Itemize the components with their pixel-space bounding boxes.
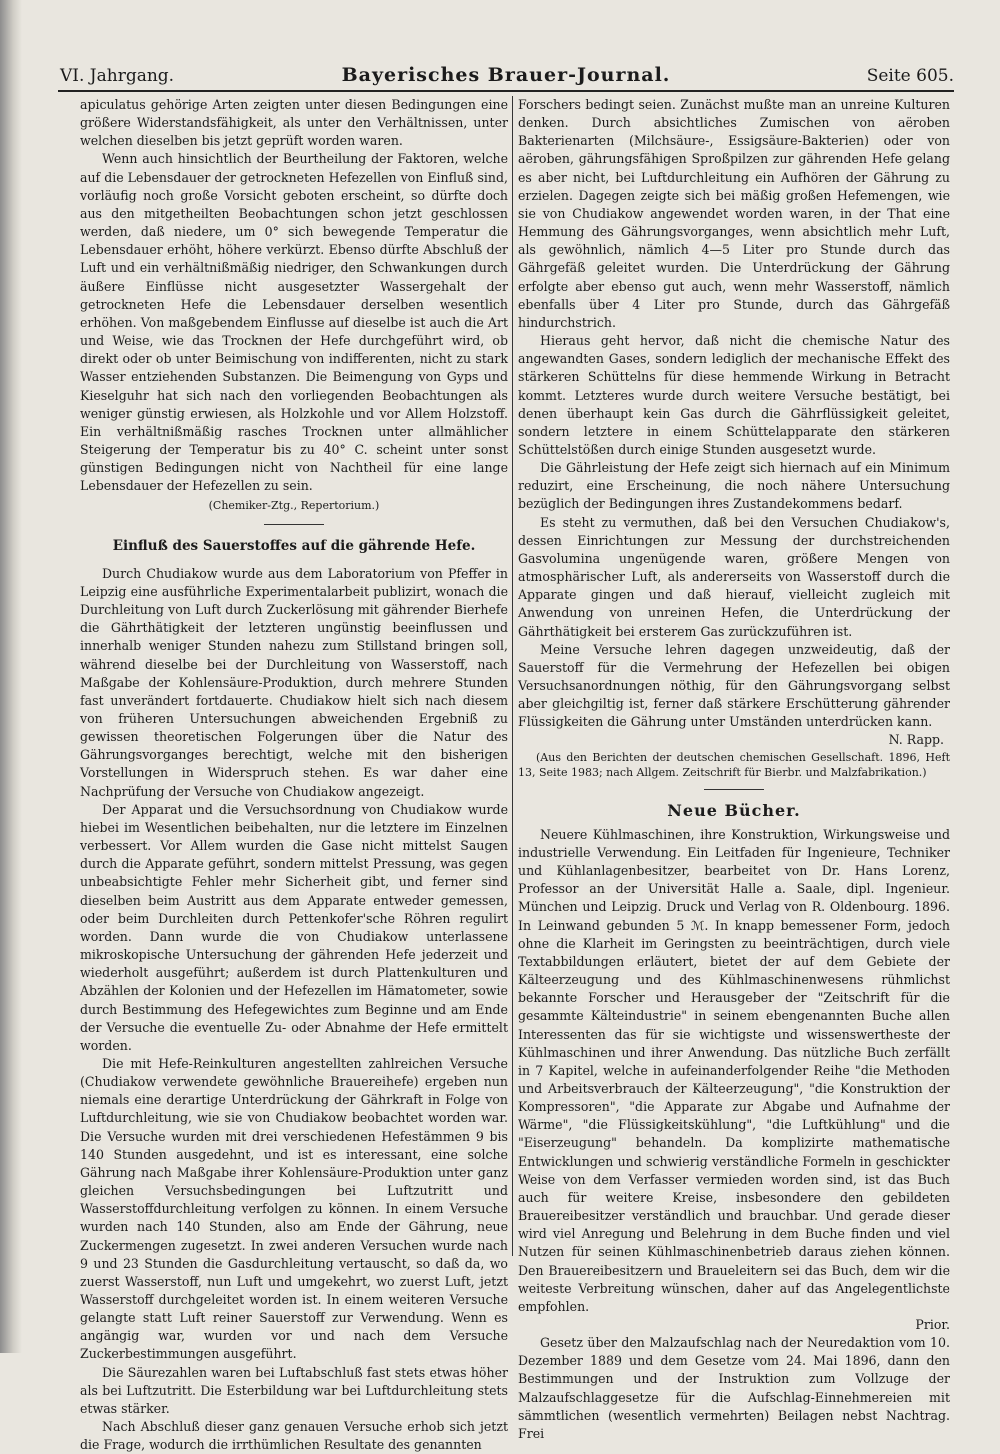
source-note: (Chemiker-Ztg., Repertorium.)	[208, 499, 380, 513]
author-signature: N. Rapp.	[888, 732, 944, 748]
page-binding-shadow	[0, 0, 22, 1353]
paragraph: Die Säurezahlen waren bei Luftabschluß fast stets etwas höher als bei Luftzutritt. Die Esterbildung war bei Luftdurchleitung stets etwas stärker.	[80, 1364, 508, 1416]
left-column	[80, 96, 508, 1453]
right-column	[518, 96, 950, 1441]
journal-title: Bayerisches Brauer-Journal.	[341, 64, 671, 86]
paragraph: Die Gährleistung der Hefe zeigt sich hiernach auf ein Minimum reduzirt, eine Erscheinung, die noch nähere Untersuchung bezüglich der Bedingungen ihres Zustandekommens bedarf.	[518, 460, 950, 512]
paragraph: Hieraus geht hervor, daß nicht die chemische Natur des angewandten Gases, sondern lediglich der mechanische Effekt des stärkeren Schüttelns für diese hemmende Wirkung in Betracht kommt. Letzteres wurde durch weitere Versuche bestätigt, bei denen überhaupt kein Gas durch die Gährflüssigkeit geleitet, sondern letztere in einem Schüttelapparate den stärkeren Schüttelstößen durch einige Stunden ausgesetzt wurde.	[518, 333, 950, 457]
paragraph: Durch Chudiakow wurde aus dem Laboratorium von Pfeffer in Leipzig eine ausführliche Experimentalarbeit publizirt, wonach die Durchleitung von Luft durch Zuckerlösung mit gährender Bierhefe die Gährthätigkeit der letzteren ungünstig beeinflussen und innerhalb weniger Stunden nahezu zum Stillstand bringen soll, während dieselbe bei der Durchleitung von Wasserstoff, nach Maßgabe der Kohlensäure-Produktion, durch mehrere Stunden fast unverändert fortdauerte. Chudiakow hielt sich nach diesem von früheren Untersuchungen abweichenden Ergebniß zu gewissen theoretischen Folgerungen über die Natur des Gährungsvorganges berechtigt, welche mit den bisherigen Vorstellungen in Widerspruch stehen. Es war daher eine Nachprüfung der Versuche von Chudiakow angezeigt.	[80, 565, 508, 799]
volume-label: VI. Jahrgang.	[60, 66, 175, 86]
book-review: Neuere Kühlmaschinen, ihre Konstruktion, Wirkungsweise und industrielle Verwendung. Ein Leitfaden für Ingenieure, Techniker und Kühlanlagenbesitzer, bearbeitet von Dr. Hans Lorenz, Professor an der Universität Halle a. Saale, dipl. Ingenieur. München und Leipzig. Druck und Verlag von R. Oldenbourg. 1896. In Leinwand gebunden 5 ℳ. In knapp bemessener Form, jedoch ohne die Klarheit im Geringsten zu beeinträchtigen, durch viele Textabbildungen erläutert, bietet der auf dem Gebiete der Kälteerzeugung und des Kühlmaschinenwesens rühmlichst bekannte Forscher und Herausgeber der "Zeitschrift für die gesammte Kälteindustrie" in seinem ebengenannten Buche allen Interessenten das für sie wichtigste und wissenswertheste der Kühlmaschinen und ihrer Anwendung. Das nützliche Buch zerfällt in 7 Kapitel, welche in aufeinanderfolgender Reihe "die Methoden und Arbeitsverbrauch der Kälteerzeugung", "die Konstruktion der Kompressoren", "die Apparate zur Abgabe und Aufnahme der Wärme", "die Flüssigkeitskühlung", "die Luftkühlung" und die "Eiserzeugung" behandeln. Da komplizirte mathematische Entwicklungen und schwierig verständliche Formeln in geschickter Weise von dem Verfasser vermieden worden sind, ist das Buch auch für weitere Kreise, insbesondere den gebildeten Brauereibesitzer verständlich und brauchbar. Und gerade dieser wird viel Anregung und Belehrung in dem Buche finden und viel Nutzen für seinen Kühlmaschinenbetrieb daraus ziehen können. Den Brauereibesitzern und Braueleitern sei das Buch, dem wir die weiteste Verbreitung wünschen, daher auf das Angelegentlichste empfohlen.	[518, 826, 950, 1314]
column-divider	[512, 96, 513, 1256]
page-number: Seite 605.	[866, 66, 954, 86]
section-heading: Neue Bücher.	[667, 800, 801, 820]
paragraph: Der Apparat und die Versuchsordnung von Chudiakow wurde hiebei im Wesentlichen beibehalten, nur die letztere im Einzelnen verbessert. Vor Allem wurden die Gase nicht mittelst Saugen durch die Apparate geführt, sondern mittelst Pressung, was gegen unbeabsichtigte Fehler mehr Sicherheit gibt, und ferner sind dieselben beim Austritt aus dem Apparate entweder gemessen, oder beim Durchleiten durch Pettenkofer'sche Röhren regulirt worden. Dann wurde die von Chudiakow unterlassene mikroskopische Untersuchung der gährenden Hefe jederzeit und wiederholt ausgeführt; außerdem ist durch Plattenkulturen und Abzählen der Kolonien und der Hefezellen im Hämatometer, sowie durch Bestimmung des Hefegewichtes zum Beginne und am Ende der Versuche die eventuelle Zu- oder Abnahme der Hefe ermittelt worden.	[80, 801, 508, 1053]
paragraph: Nach Abschluß dieser ganz genauen Versuche erhob sich jetzt die Frage, wodurch die irrthümlichen Resultate des genannten	[80, 1419, 508, 1453]
article-heading: Einfluß des Sauerstoffes auf die gährende Hefe.	[112, 537, 476, 554]
paragraph: apiculatus gehörige Arten zeigten unter diesen Bedingungen eine größere Widerstandsfähigkeit, als unter den Verhältnissen, unter welchen dieselben bis jetzt geprüft worden waren.	[80, 97, 508, 149]
citation-note: (Aus den Berichten der deutschen chemischen Gesellschaft. 1896, Heft 13, Seite 1983; nach Allgem. Zeitschrift für Bierbr. und Malzfabrikation.)	[518, 750, 950, 780]
section-rule	[704, 789, 764, 790]
section-rule	[264, 524, 324, 525]
paragraph: Es steht zu vermuthen, daß bei den Versuchen Chudiakow's, dessen Einrichtungen zur Messung der durchstreichenden Gasvolumina ungenügende waren, größere Mengen von atmosphärischer Luft, als andererseits von Wasserstoff durch die Apparate gingen und daß hierauf, vielleicht zugleich mit Anwendung von unreinen Hefen, die Unterdrückung der Gährthätigkeit bei ersterem Gas zurückzuführen ist.	[518, 514, 950, 639]
page-header	[58, 60, 954, 92]
paragraph: Gesetz über den Malzaufschlag nach der Neuredaktion vom 10. Dezember 1889 und dem Gesetze vom 24. Mai 1896, dann den Bestimmungen und der Instruktion zum Vollzuge der Malzaufschlaggesetze für die Aufschlag-Einnehmereien mit sämmtlichen (wesentlich vermehrten) Beilagen nebst Nachtrag. Frei	[518, 1335, 950, 1441]
paragraph: Forschers bedingt seien. Zunächst mußte man an unreine Kulturen denken. Durch absichtliches Zumischen von aëroben Bakterienarten (Milchsäure-, Essigsäure-Bakterien) oder von aëroben, gährungsfähigen Sproßpilzen zur gährenden Hefe gelang es aber nicht, bei Luftdurchleitung ein Aufhören der Gährung zu erzielen. Dagegen zeigte sich bei mäßig großen Hefemengen, wie sie von Chudiakow angewendet worden waren, in der That eine Hemmung des Gährungsvorganges, wenn absichtlich mehr Luft, als gewöhnlich, nämlich 4—5 Liter pro Stunde durch das Gährgefäß geleitet wurden. Die Unterdrückung der Gährung erfolgte aber ebenso gut auch, wenn mehr Wasserstoff, nämlich ebenfalls über 4 Liter pro Stunde, durch das Gährgefäß hindurchstrich.	[518, 97, 950, 330]
paragraph: Wenn auch hinsichtlich der Beurtheilung der Faktoren, welche auf die Lebensdauer der getrockneten Hefezellen von Einfluß sind, vorläufig noch große Vorsicht geboten erscheint, so dürfte doch aus den mitgetheilten Beobachtungen schon jetzt geschlossen werden, daß niedere, um 0° sich bewegende Temperatur die Lebensdauer erhöht, höhere verkürzt. Ebenso dürfte Abschluß der Luft und ein verhältnißmäßig niedriger, den Schwankungen durch äußere Einflüsse nicht ausgesetzter Wassergehalt der getrockneten Hefe die Lebensdauer derselben wesentlich erhöhen. Von maßgebendem Einflusse auf dieselbe ist auch die Art und Weise, wie das Trocknen der Hefe durchgeführt wird, ob direkt oder ob unter Beimischung von indifferenten, nicht zu stark Wasser entziehenden Substanzen. Die Beimengung von Gyps und Kieselguhr hat sich nach den vorliegenden Beobachtungen als weniger günstig erwiesen, als Holzkohle und vor Allem Holzstoff. Ein verhältnißmäßig rasches Trocknen unter allmählicher Steigerung der Temperatur bis zu 40° C. scheint unter sonst günstigen Bedingungen nicht von Nachtheil für eine lange Lebensdauer der Hefezellen zu sein.	[80, 151, 508, 494]
paragraph: Die mit Hefe-Reinkulturen angestellten zahlreichen Versuche (Chudiakow verwendete gewöhnliche Brauereihefe) ergeben nun niemals eine derartige Unterdrückung der Gährkraft in Folge von Luftdurchleitung, wie sie von Chudiakow beobachtet worden war. Die Versuche wurden mit drei verschiedenen Hefestämmen 9 bis 140 Stunden ausgedehnt, und ist es interessant, eine solche Gährung nach Maßgabe ihrer Kohlensäure-Produktion unter ganz gleichen Versuchsbedingungen bei Luftzutritt und Wasserstoffdurchleitung verfolgen zu können. In einem Versuche wurden nach 140 Stunden, also am Ende der Gährung, neue Zuckermengen zugesetzt. In zwei anderen Versuchen wurde nach 9 und 23 Stunden die Gasdurchleitung vertauscht, so daß da, wo zuerst Wasserstoff, nun Luft und umgekehrt, wo zuerst Luft, jetzt Wasserstoff durchgeleitet worden ist. In einem weiteren Versuche gelangte statt Luft reiner Sauerstoff zur Verwendung. Wenn es angängig war, wurden vor und nach dem Versuche Zuckerbestimmungen ausgeführt.	[80, 1055, 508, 1362]
reviewer-signature: Prior.	[915, 1317, 950, 1332]
paragraph: Meine Versuche lehren dagegen unzweideutig, daß der Sauerstoff für die Vermehrung der Hefezellen bei obigen Versuchsanordnungen nöthig, für den Gährungsvorgang selbst aber gleichgiltig ist, ferner daß stärkere Erschütterung gährender Flüssigkeiten die Gährung unter Umständen unterdrücken kann.	[518, 641, 950, 730]
